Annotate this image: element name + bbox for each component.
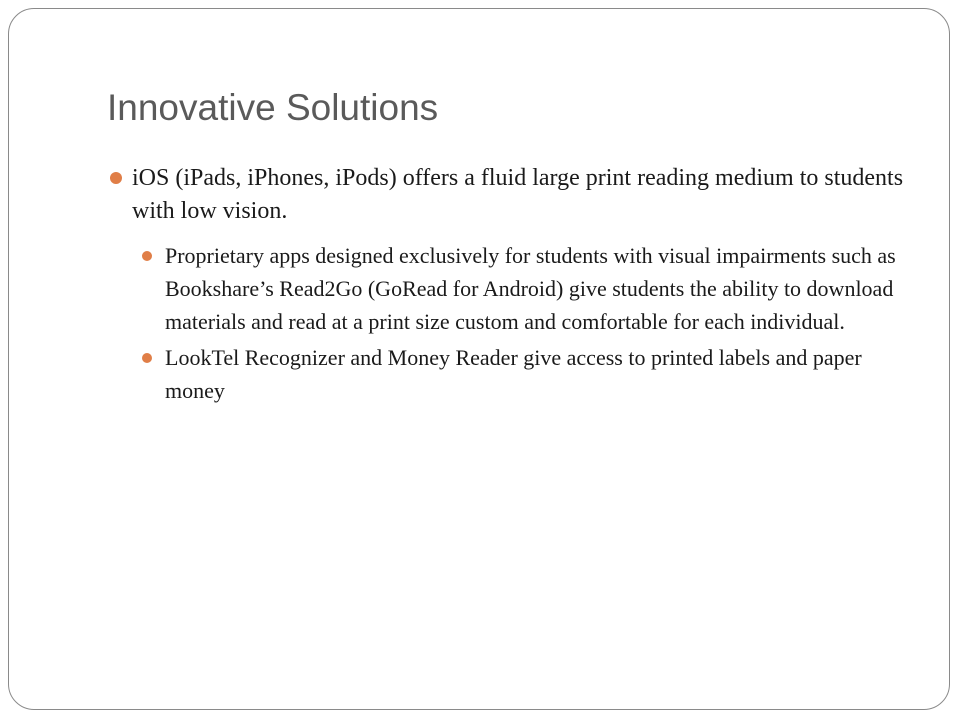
sub-bullet-text: LookTel Recognizer and Money Reader give access to printed labels and paper money xyxy=(165,345,862,403)
slide-title: Innovative Solutions xyxy=(107,87,439,128)
bullet-dot-icon xyxy=(110,172,122,184)
bullet-item xyxy=(110,162,910,228)
sub-bullet-item xyxy=(142,341,910,407)
sub-bullet-text: Proprietary apps designed exclusively for students with visual impairments such as Bookshare’s Read2Go (GoRead for Android) give students the ability to download materials and read at a print size custom and comfortable for each individual. xyxy=(165,243,896,334)
bullet-dot-icon xyxy=(142,251,152,261)
bullet-text: iOS (iPads, iPhones, iPods) offers a fluid large print reading medium to students with low vision. xyxy=(132,165,904,224)
bullet-dot-icon xyxy=(142,353,152,363)
sub-bullet-item xyxy=(142,239,910,338)
slide-body xyxy=(110,162,910,410)
